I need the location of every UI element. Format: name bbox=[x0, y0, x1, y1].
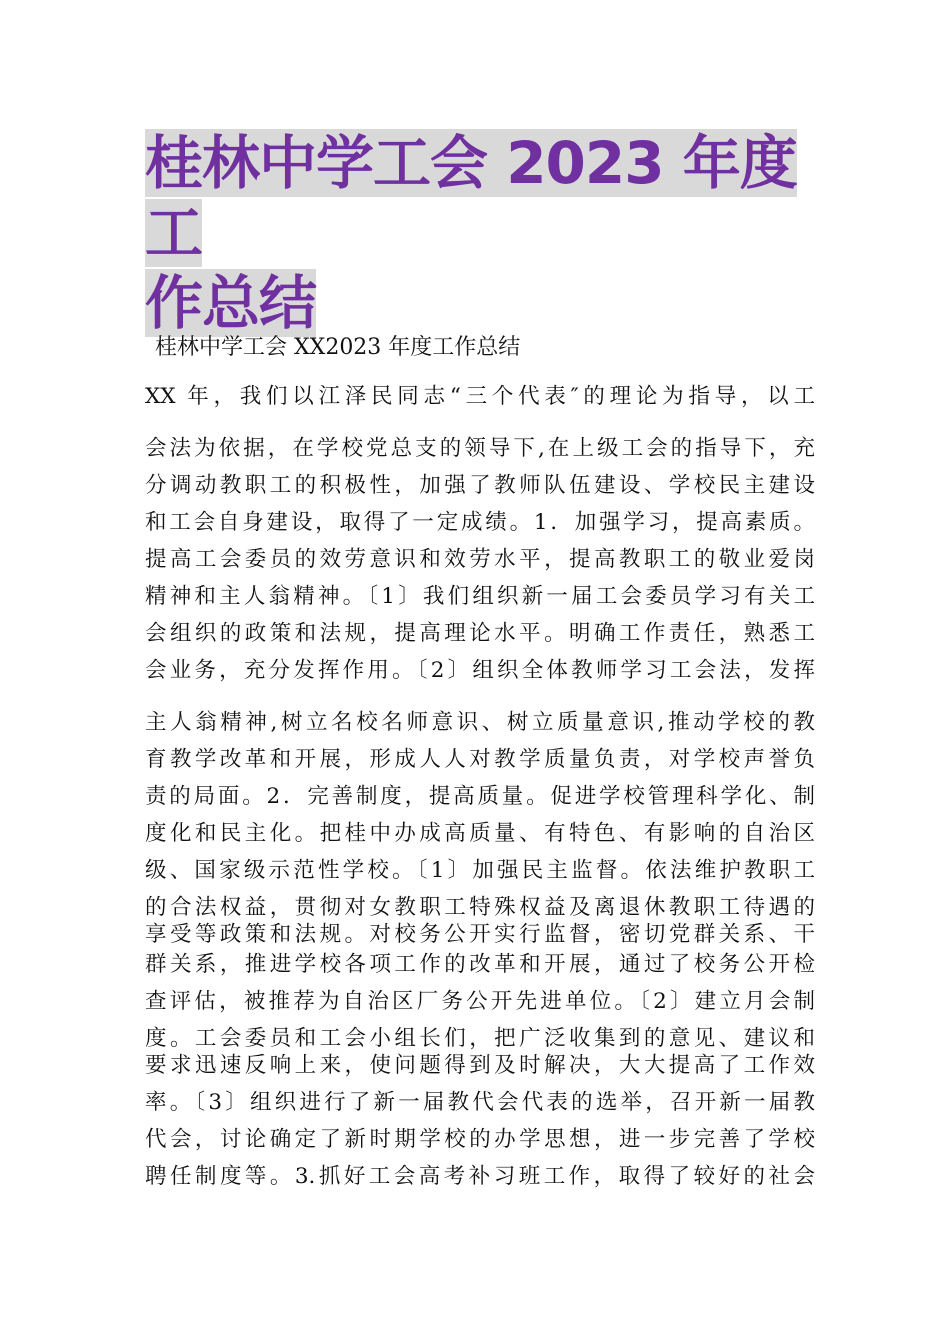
body-line: 级、国家级示范性学校。〔1〕加强民主监督。依法维护教职工 bbox=[145, 858, 815, 883]
document-title bbox=[145, 128, 815, 338]
body-line: 度化和民主化。把桂中办成高质量、有特色、有影响的自治区 bbox=[145, 821, 815, 846]
body-line: 度。工会委员和工会小组长们，把广泛收集到的意见、建议和 bbox=[145, 1026, 815, 1051]
body-line: 会法为依据，在学校党总支的领导下,在上级工会的指导下，充 bbox=[145, 436, 815, 461]
document-body bbox=[145, 378, 815, 1192]
body-line: 查评估，被推荐为自治区厂务公开先进单位。〔2〕建立月会制 bbox=[145, 989, 815, 1014]
body-line: 责的局面。2．完善制度，提高质量。促进学校管理科学化、制 bbox=[145, 784, 815, 809]
body-line: 聘任制度等。3.抓好工会高考补习班工作，取得了较好的社会 bbox=[145, 1164, 815, 1189]
body-line: 享受等政策和法规。对校务公开实行监督，密切党群关系、干 bbox=[145, 922, 815, 947]
body-line: 分调动教职工的积极性，加强了教师队伍建设、学校民主建设 bbox=[145, 473, 815, 498]
body-line: 主人翁精神,树立名校名师意识、树立质量意识,推动学校的教 bbox=[145, 710, 815, 735]
body-line: 群关系，推进学校各项工作的改革和开展，通过了校务公开检 bbox=[145, 952, 815, 977]
body-line: 精神和主人翁精神。〔1〕我们组织新一届工会委员学习有关工 bbox=[145, 584, 815, 609]
body-line: 育教学改革和开展，形成人人对教学质量负责，对学校声誉负 bbox=[145, 747, 815, 772]
body-line: 代会，讨论确定了新时期学校的办学思想，进一步完善了学校 bbox=[145, 1127, 815, 1152]
body-line: 和工会自身建设，取得了一定成绩。1．加强学习，提高素质。 bbox=[145, 510, 815, 535]
title-line-1: 桂林中学工会 2023 年度工 bbox=[145, 129, 797, 267]
document-subtitle: 桂林中学工会 XX2023 年度工作总结 bbox=[155, 335, 521, 360]
body-line: 提高工会委员的效劳意识和效劳水平，提高教职工的敬业爱岗 bbox=[145, 547, 815, 572]
body-line: 要求迅速反响上来，使问题得到及时解决，大大提高了工作效 bbox=[145, 1053, 815, 1078]
title-line-2: 作总结 bbox=[145, 269, 317, 337]
body-line: 会业务，充分发挥作用。〔2〕组织全体教师学习工会法，发挥 bbox=[145, 658, 815, 683]
body-line: 的合法权益，贯彻对女教职工特殊权益及离退休教职工待遇的 bbox=[145, 895, 815, 920]
body-line: 会组织的政策和法规，提高理论水平。明确工作责任，熟悉工 bbox=[145, 621, 815, 646]
body-line: 率。〔3〕组织进行了新一届教代会代表的选举，召开新一届教 bbox=[145, 1090, 815, 1115]
body-line: XX 年，我们以江泽民同志“三个代表″的理论为指导，以工 bbox=[145, 384, 815, 409]
